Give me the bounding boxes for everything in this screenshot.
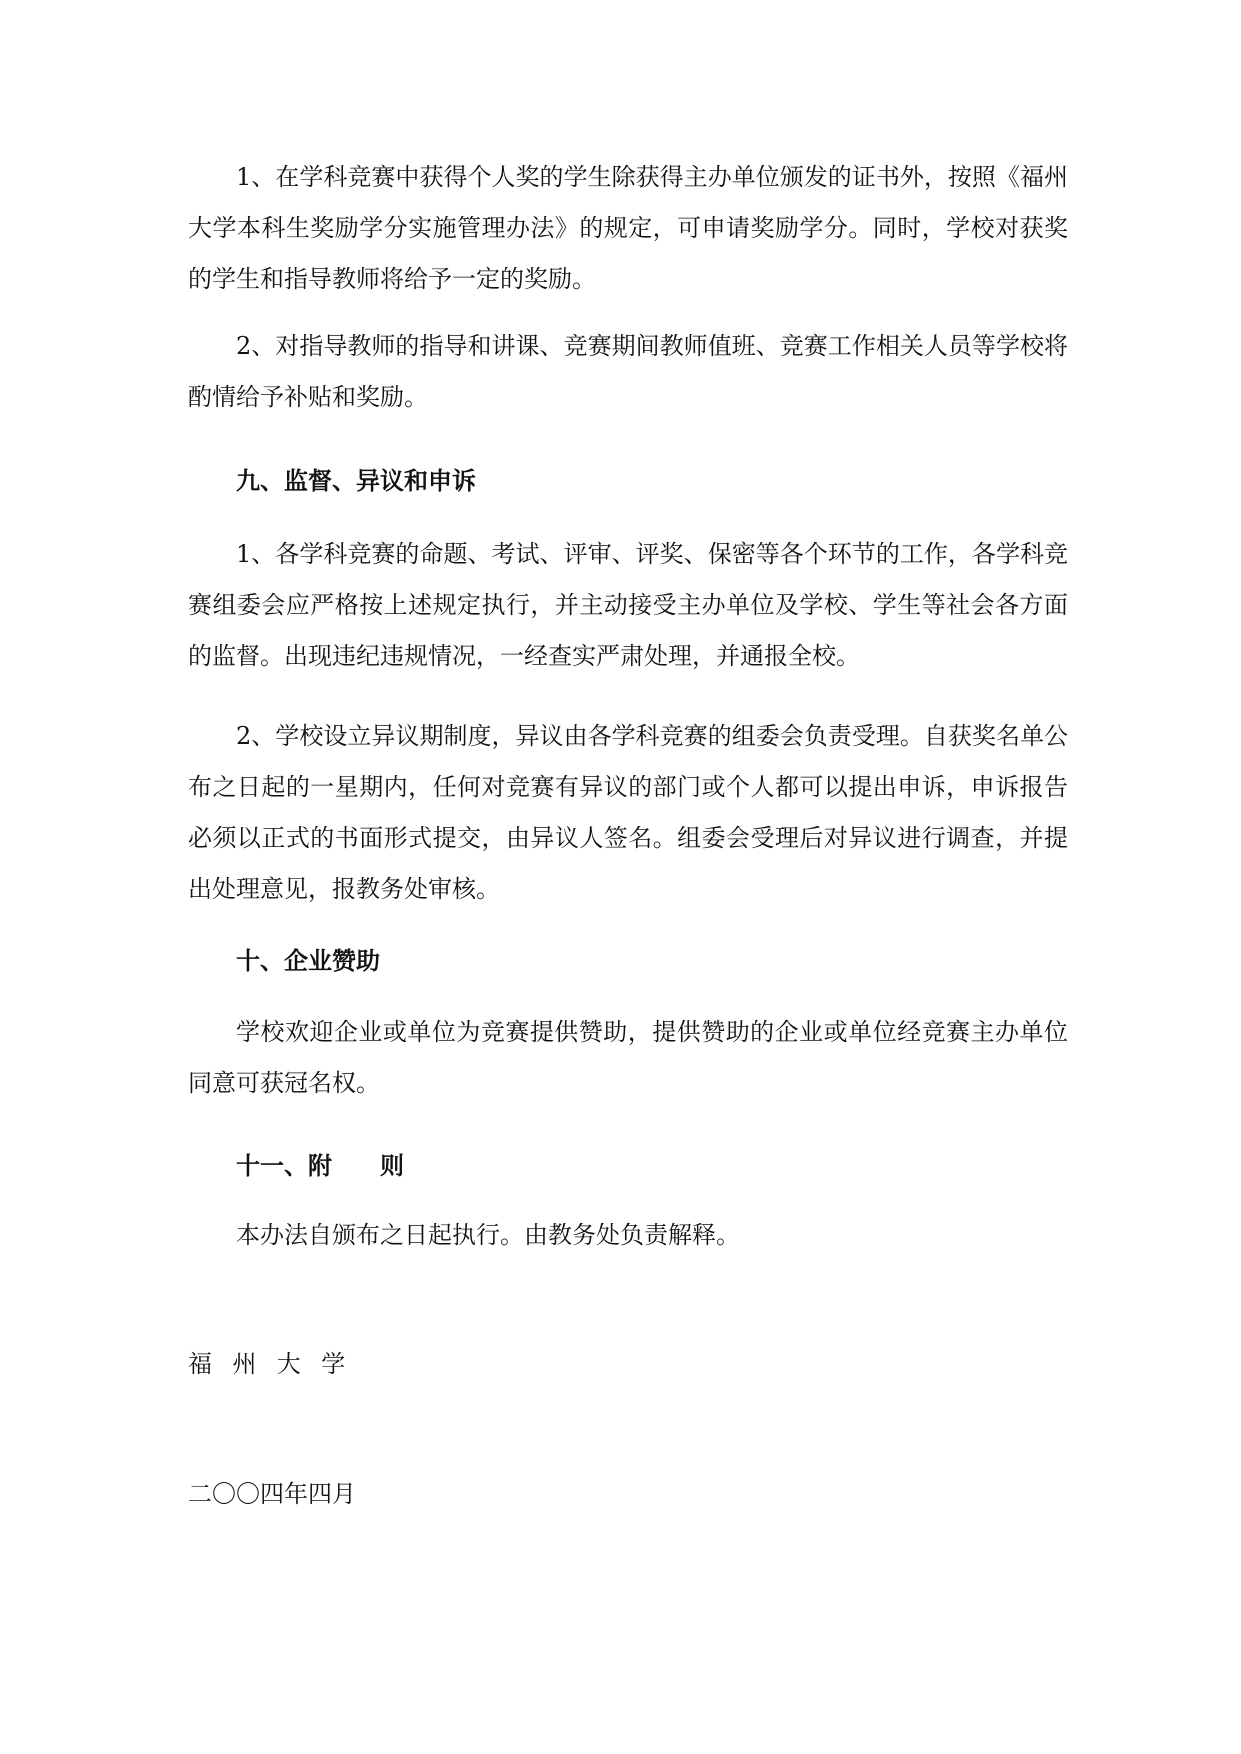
heading-section-9: 九、监督、异议和申诉 [236,466,476,495]
heading-section-10: 十、企业赞助 [236,946,380,975]
paragraph-award-credit: 1、在学科竞赛中获得个人奖的学生除获得主办单位颁发的证书外，按照《福州大学本科生奖励学分实施管理办法》的规定，可申请奖励学分。同时，学校对获奖的学生和指导教师将给予一定的奖励。 [188,163,1068,293]
paragraph-teacher-subsidy: 2、对指导教师的指导和讲课、竞赛期间教师值班、竞赛工作相关人员等学校将酌情给予补贴和奖励。 [188,332,1068,411]
date-block [188,1469,1068,1520]
section-block [188,152,1068,305]
section-block [188,321,1068,423]
paragraph-objection: 2、学校设立异议期制度，异议由各学科竞赛的组委会负责受理。自获奖名单公布之日起的一星期内，任何对竞赛有异议的部门或个人都可以提出申诉，申诉报告必须以正式的书面形式提交，由异议人签名。组委会受理后对异议进行调查，并提出处理意见，报教务处审核。 [188,722,1068,903]
section-block [188,1007,1068,1109]
section-block [188,529,1068,682]
section-block [188,711,1068,915]
document-date: 二〇〇四年四月 [188,1480,356,1508]
paragraph-sponsorship: 学校欢迎企业或单位为竞赛提供赞助，提供赞助的企业或单位经竞赛主办单位同意可获冠名权。 [188,1018,1068,1097]
section-block [188,1210,1068,1261]
paragraph-supervision: 1、各学科竞赛的命题、考试、评审、评奖、保密等各个环节的工作，各学科竞赛组委会应严格按上述规定执行，并主动接受主办单位及学校、学生等社会各方面的监督。出现违纪违规情况，一经查实严肃处理，并通报全校。 [188,540,1068,670]
heading-section-11: 十一、附 则 [236,1151,404,1180]
section-block [188,1140,1068,1191]
section-block [188,455,1068,506]
signature-organization: 福州大学 [188,1350,366,1378]
paragraph-effective: 本办法自颁布之日起执行。由教务处负责解释。 [236,1221,740,1249]
section-block [188,935,1068,986]
signature-block [188,1339,1068,1390]
